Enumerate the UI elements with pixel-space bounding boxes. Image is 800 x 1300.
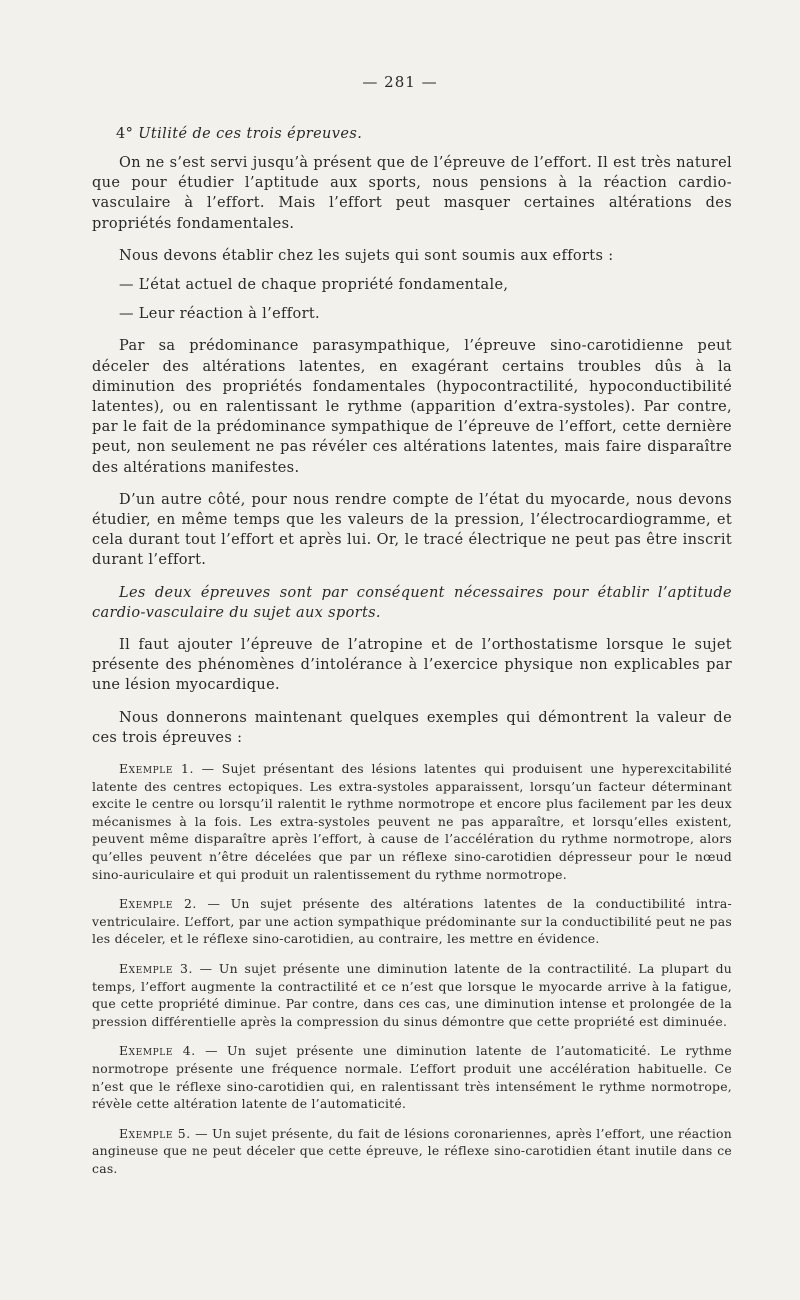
example-text: — Un sujet présente, du fait de lésions coronariennes, après l’effort, une réaction angineuse que ne peut déceler que cette épreuve, le réflexe sino-carotidien étant inutile dans ce cas. — [92, 1125, 732, 1176]
paragraph: Nous devons établir chez les sujets qui sont soumis aux efforts : — [119, 247, 614, 264]
list-item: — L’état actuel de chaque propriété fondamentale, — [119, 277, 509, 294]
example-text: — Un sujet présente une diminution latente de l’automaticité. Le rythme normotrope présente une fréquence normale. L’effort produit une accélération habituelle. Ce n’est que le réflexe sino-carotidien qui, en ralentissant très intensément le rythme normotrope, révèle cette altération latente de l’automaticité. — [92, 1043, 732, 1112]
section-heading — [116, 126, 732, 142]
example-paragraph — [92, 1042, 732, 1112]
page-content — [92, 126, 732, 1190]
example-paragraph — [92, 960, 732, 1030]
list-item: — Leur réaction à l’effort. — [119, 306, 320, 323]
example-label: Exemple 1. — [119, 761, 194, 777]
paragraph: Nous donnerons maintenant quelques exemples qui démontrent la valeur de ces trois épreuves : — [92, 709, 732, 746]
paragraph: On ne s’est servi jusqu’à présent que de l’épreuve de l’effort. Il est très naturel que pour étudier l’aptitude aux sports, nous pensions à la réaction cardio-vasculaire à l’effort. Mais l’effort peut masquer certaines altérations des propriétés fondamentales. — [92, 155, 732, 232]
example-label: Exemple 4. — [119, 1043, 196, 1059]
emphasized-paragraph: Les deux épreuves sont par conséquent nécessaires pour établir l’aptitude cardio-vasculaire du sujet aux sports. — [92, 584, 732, 621]
page-number: — 281 — — [362, 73, 438, 91]
section-title: Utilité de ces trois épreuves. — [138, 126, 363, 142]
paragraph: D’un autre côté, pour nous rendre compte de l’état du myocarde, nous devons étudier, en même temps que les valeurs de la pression, l’électrocardiogramme, et cela durant tout l’effort et après lui. Or, le tracé électrique ne peut pas être inscrit durant l’effort. — [92, 491, 732, 569]
example-paragraph — [92, 760, 732, 883]
example-label: Exemple 3. — [119, 961, 194, 977]
example-text: — Un sujet présente une diminution latente de la contractilité. La plupart du temps, l’effort augmente la contractilité et ce n’est que lorsque le myocarde arrive à la fatigue, que cette propriété diminue. Par contre, dans ces cas, une diminution intense et prolongée de la pression différentielle après la compression du sinus démontre que cette propriété est diminuée. — [92, 961, 732, 1029]
paragraph: Par sa prédominance parasympathique, l’épreuve sino-carotidienne peut déceler des altérations latentes, en exagérant certains troubles dûs à la diminution des propriétés fondamentales (hypocontractilité, hypoconductibilité latentes), ou en ralentissant le rythme (apparition d’extra-systoles). Par contre, par le fait de la prédominance sympathique de l’épreuve de l’effort, cette dernière peut, non seulement ne pas révéler ces altérations latentes, mais faire disparaître des altérations manifestes. — [92, 338, 732, 476]
example-label: Exemple 2. — [119, 896, 197, 912]
example-paragraph — [92, 895, 732, 948]
example-label: Exemple 5. — [119, 1125, 191, 1141]
paragraph: Il faut ajouter l’épreuve de l’atropine et de l’orthostatisme lorsque le sujet présente des phénomènes d’intolérance à l’exercice physique non explicables par une lésion myocardique. — [92, 637, 732, 694]
section-number: 4° — [116, 126, 134, 142]
example-paragraph — [92, 1125, 732, 1178]
example-text: — Un sujet présente des altérations latentes de la conductibilité intra-ventriculaire. L’effort, par une action sympathique prédominante sur la conductibilité peut ne pas les déceler, et le réflexe sino-carotidien, au contraire, les mettre en évidence. — [92, 896, 732, 947]
example-text: — Sujet présentant des lésions latentes qui produisent une hyperexcitabilité latente des centres ectopiques. Les extra-systoles apparaissent, lorsqu’un facteur déterminant excite le centre ou lorsqu’il ralentit le rythme normotrope et encore plus facilement par les deux mécanismes à la fois. Les extra-systoles peuvent ne pas apparaître, et lorsqu’elles existent, peuvent même disparaître après l’effort, à cause de l’accélération du rythme normotrope, alors qu’elles peuvent n’être décelées que par un réflexe sino-carotidien dépresseur pour le nœud sino-auriculaire et qui produit un ralentissement du rythme normotrope. — [92, 761, 732, 882]
